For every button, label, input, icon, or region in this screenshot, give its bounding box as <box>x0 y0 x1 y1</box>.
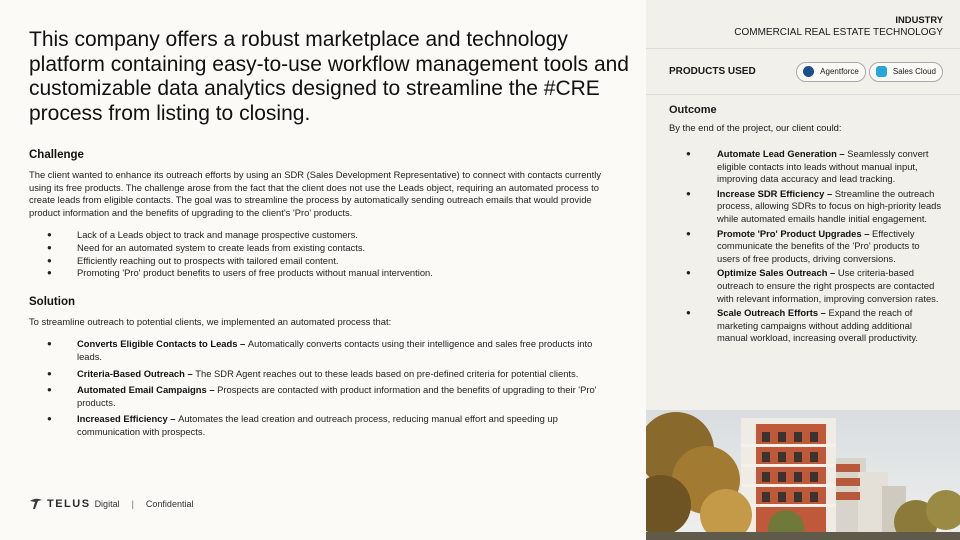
product-pill-agentforce: Agentforce <box>796 62 866 82</box>
building-photo <box>646 410 960 540</box>
list-item: ● Lack of a Leads object to track and manage prospective customers. <box>47 229 358 241</box>
list-item: ● Increase SDR Efficiency – Streamline the outreach process, allowing SDRs to focus on high-priority leads while automated emails handle initial engagement. <box>686 187 942 224</box>
list-item: ● Promoting 'Pro' product benefits to users of free products without manual intervention. <box>47 267 433 279</box>
page-headline: This company offers a robust marketplace and technology platform containing easy-to-use workflow management tools and customizable data analytics designed to streamline the #CRE process from listing to closing. <box>29 28 629 125</box>
telus-logo <box>29 498 120 510</box>
solution-text: To streamline outreach to potential clients, we implemented an automated process that: <box>29 315 392 327</box>
agentforce-icon <box>803 66 814 77</box>
brand-name: TELUS <box>47 498 91 510</box>
list-item: ● Efficiently reaching out to prospects with tailored email content. <box>47 254 339 266</box>
products-label: PRODUCTS USED <box>669 66 756 77</box>
sales-cloud-icon <box>876 66 887 77</box>
footer <box>29 498 193 510</box>
challenge-text: The client wanted to enhance its outreach efforts by using an SDR (Sales Development Representative) to connect with contacts currently using its free products. The challenge arose from the fact that the client does not use the Leads object, requiring an automated process to create leads from eligible contacts. The goal was to streamline the process by automatically sending outreach emails that would provide product information and the benefits of upgrading to the client's 'Pro' products. <box>29 169 602 218</box>
list-item: ● Need for an automated system to create leads from existing contacts. <box>47 241 366 253</box>
list-item: ● Criteria-Based Outreach – The SDR Agent reaches out to these leads based on pre-defined criteria for potential clients. <box>47 367 579 379</box>
challenge-list <box>29 229 616 279</box>
list-item: ● Scale Outreach Efforts – Expand the reach of marketing campaigns without adding additional manual workload, increasing overall productivity. <box>686 307 918 344</box>
brand-sub: Digital <box>94 499 120 509</box>
products-block <box>646 49 960 95</box>
list-item: ● Promote 'Pro' Product Upgrades – Effectively communicate the benefits of the 'Pro' products to users of free products, driving conversions. <box>686 227 920 264</box>
outcome-title: Outcome <box>669 104 717 116</box>
outcome-list <box>669 148 943 345</box>
challenge-title: Challenge <box>29 149 84 161</box>
industry-value: COMMERCIAL REAL ESTATE TECHNOLOGY <box>734 27 943 38</box>
solution-title: Solution <box>29 295 75 308</box>
list-item: ● Automated Email Campaigns – Prospects are contacted with product information and the benefits of upgrading to their 'Pro' products. <box>47 384 597 408</box>
industry-block <box>646 0 960 49</box>
product-pill-sales-cloud: Sales Cloud <box>869 62 943 82</box>
list-item: ● Increased Efficiency – Automates the lead creation and outreach process, reducing manual effort and speeding up communication with prospects. <box>47 413 558 437</box>
list-item: ● Automate Lead Generation – Seamlessly convert eligible contacts into leads without manual input, improving data accuracy and lead tracking. <box>686 148 929 185</box>
confidential-label: Confidential <box>145 499 194 509</box>
outcome-intro: By the end of the project, our client could: <box>669 122 842 133</box>
list-item: ● Converts Eligible Contacts to Leads – Automatically converts contacts using their intelligence and sales free products into leads. <box>47 338 593 362</box>
solution-list <box>29 338 616 438</box>
telus-mark-icon <box>29 498 43 510</box>
industry-label: INDUSTRY <box>895 14 943 25</box>
outcome-block <box>646 95 960 345</box>
footer-separator: | <box>131 499 134 509</box>
list-item: ● Optimize Sales Outreach – Use criteria-based outreach to ensure the right prospects are contacted with relevant information, improving conversion rates. <box>686 267 939 304</box>
sidebar-panel <box>646 0 960 540</box>
